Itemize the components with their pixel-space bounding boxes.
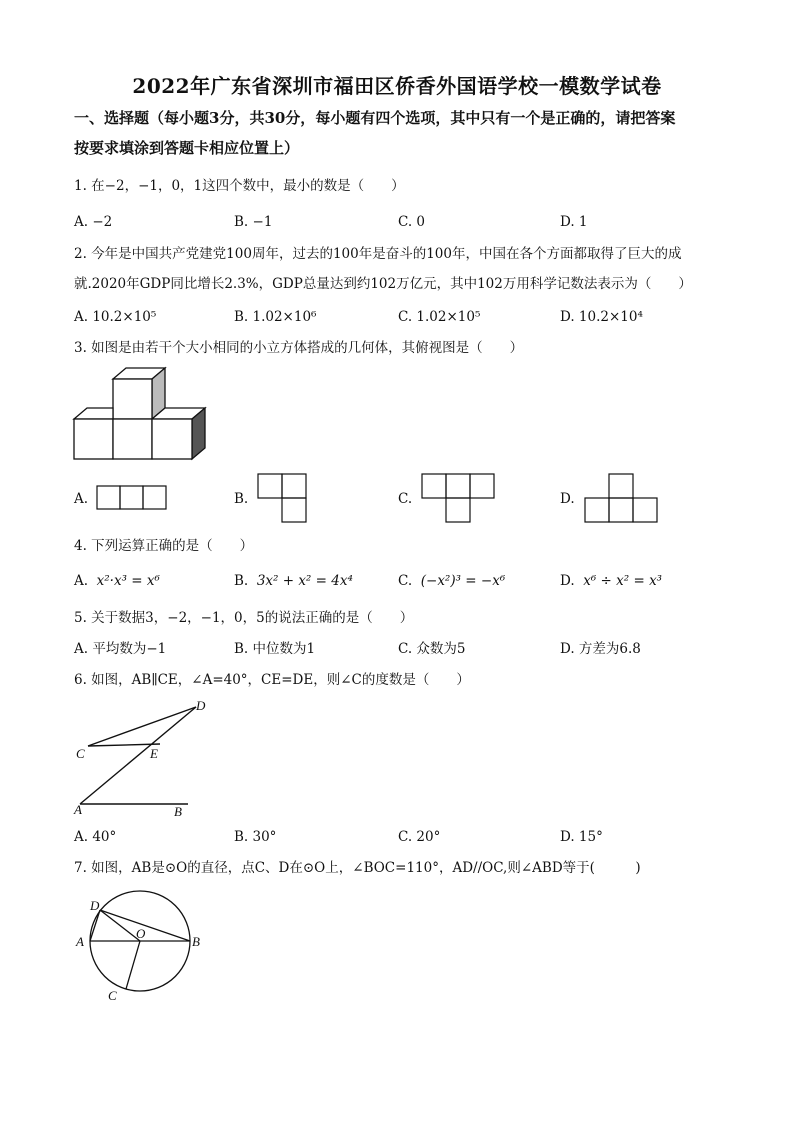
q5-option-b: B. 中位数为1 bbox=[234, 641, 316, 657]
section-heading-line1: 一、选择题（每小题3分，共30分，每小题有四个选项，其中只有一个是正确的，请把答案 bbox=[74, 109, 676, 127]
q3-solid-figure bbox=[70, 364, 210, 468]
q6-label-a: A bbox=[74, 802, 82, 817]
q3-stem: 3. 如图是由若干个大小相同的小立方体搭成的几何体，其俯视图是（ ） bbox=[74, 340, 524, 356]
q1-option-d: D. 1 bbox=[560, 214, 588, 230]
q6-option-b: B. 30° bbox=[234, 829, 277, 845]
q3-option-b-figure bbox=[256, 472, 311, 524]
q3-option-c: C. bbox=[398, 491, 413, 507]
q6-option-c: C. 20° bbox=[398, 829, 441, 845]
q2-stem-line2: 就.2020年GDP同比增长2.3%，GDP总量达到约102万亿元，其中102万用科学记数法表示为（ ） bbox=[74, 276, 692, 292]
q6-stem: 6. 如图，AB∥CE，∠A=40°，CE=DE，则∠C的度数是（ ） bbox=[74, 672, 470, 688]
q7-label-c: C bbox=[108, 988, 117, 1003]
q1-stem: 1. 在−2，−1，0，1这四个数中，最小的数是（ ） bbox=[74, 178, 405, 194]
q3-option-a: A. bbox=[74, 491, 89, 507]
q3-option-d: D. bbox=[560, 491, 575, 507]
q3-option-a-figure bbox=[95, 484, 170, 512]
q3-option-b: B. bbox=[234, 491, 249, 507]
q4-expr-a: x²·x³ = x⁶ bbox=[96, 573, 160, 589]
q5-option-c: C. 众数为5 bbox=[398, 641, 466, 657]
q2-option-d: D. 10.2×10⁴ bbox=[560, 309, 643, 325]
q7-label-o: O bbox=[136, 926, 146, 941]
q6-label-c: C bbox=[76, 746, 85, 761]
q3-option-d-figure bbox=[583, 472, 659, 524]
q6-label-e: E bbox=[150, 746, 158, 761]
q4-option-d: D. x⁶ ÷ x² = x³ bbox=[560, 573, 663, 589]
q4-expr-d: x⁶ ÷ x² = x³ bbox=[583, 573, 663, 589]
q7-stem: 7. 如图，AB是⊙O的直径，点C、D在⊙O上，∠BOC=110°，AD//OC,则∠ABD等于( ) bbox=[74, 860, 641, 876]
q2-option-b: B. 1.02×10⁶ bbox=[234, 309, 317, 325]
q2-option-c: C. 1.02×10⁵ bbox=[398, 309, 481, 325]
q5-stem: 5. 关于数据3，−2，−1，0，5的说法正确的是（ ） bbox=[74, 610, 414, 626]
q4-expr-c: (−x²)³ = −x⁶ bbox=[420, 573, 506, 589]
q2-option-a: A. 10.2×10⁵ bbox=[74, 309, 157, 325]
q6-option-a: A. 40° bbox=[74, 829, 117, 845]
q1-option-a: A. −2 bbox=[74, 214, 113, 230]
q4-stem: 4. 下列运算正确的是（ ） bbox=[74, 538, 254, 554]
q5-option-a: A. 平均数为−1 bbox=[74, 641, 167, 657]
q3-option-c-figure bbox=[420, 472, 496, 524]
q6-label-d: D bbox=[196, 698, 206, 713]
q1-option-b: B. −1 bbox=[234, 214, 273, 230]
q7-figure bbox=[70, 886, 220, 1006]
q6-label-b: B bbox=[174, 804, 182, 819]
q5-option-d: D. 方差为6.8 bbox=[560, 641, 641, 657]
section-heading-line2: 按要求填涂到答题卡相应位置上） bbox=[74, 139, 300, 157]
q7-label-a: A bbox=[76, 934, 84, 949]
q1-option-c: C. 0 bbox=[398, 214, 426, 230]
q7-label-d: D bbox=[90, 898, 100, 913]
q4-option-a: A. x²·x³ = x⁶ bbox=[74, 573, 160, 589]
q4-option-b: B. 3x² + x² = 4x⁴ bbox=[234, 573, 353, 589]
q6-option-d: D. 15° bbox=[560, 829, 603, 845]
q6-figure bbox=[70, 694, 220, 822]
q7-label-b: B bbox=[192, 934, 200, 949]
page-title: 2022年广东省深圳市福田区侨香外国语学校一模数学试卷 bbox=[132, 74, 662, 98]
q4-expr-b: 3x² + x² = 4x⁴ bbox=[256, 573, 353, 589]
q2-stem-line1: 2. 今年是中国共产党建党100周年，过去的100年是奋斗的100年，中国在各个方面都取得了巨大的成 bbox=[74, 246, 682, 262]
q4-option-c: C. (−x²)³ = −x⁶ bbox=[398, 573, 506, 589]
